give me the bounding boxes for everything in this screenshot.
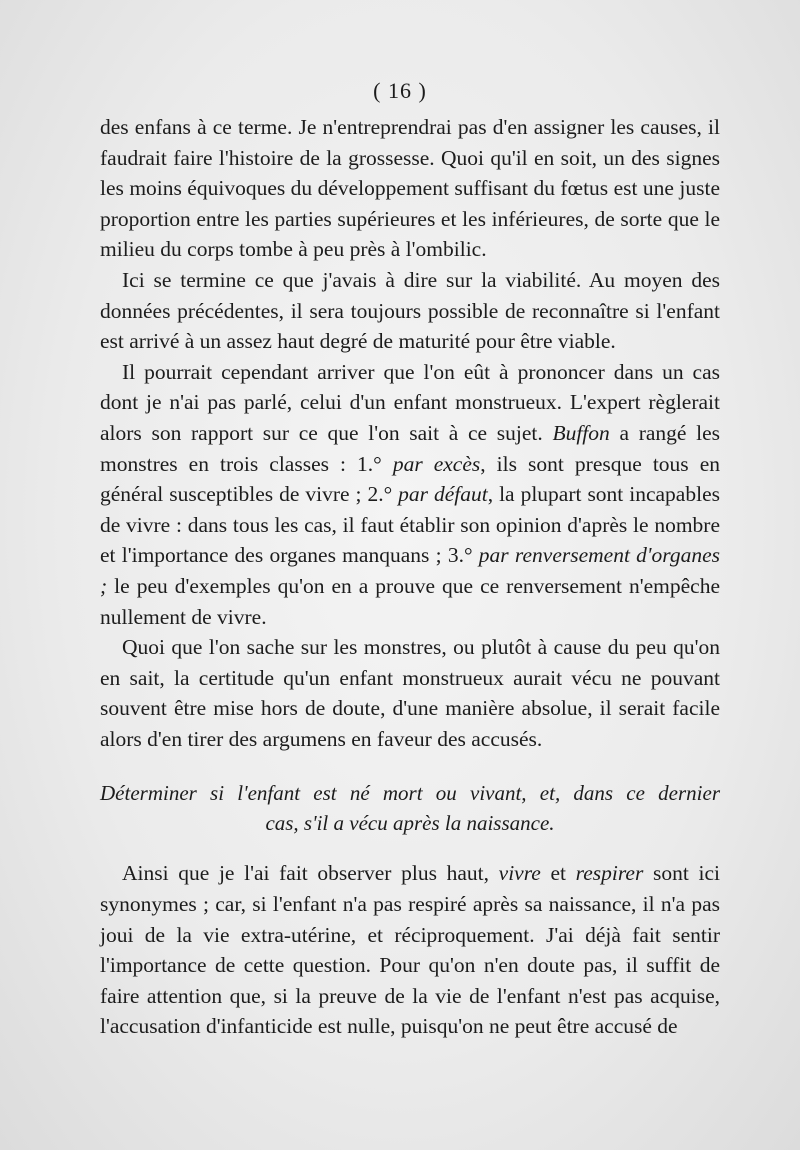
p3-text-e: , ils sont presque tous en général susceptibles de vivre ; 2.° [100,451,720,507]
p3-emphasis-renversement: par renversement d'organes ; [100,543,720,598]
p3-emphasis-exces: par excès [392,451,481,476]
p3-text-i: le peu d'exemples qu'on en a prouve que ce renversement n'empêche nullement de vivre. [100,573,720,629]
p5-text-c: et [540,861,576,886]
section-heading-line-2: cas, s'il a vécu après la naissance. [265,811,555,836]
p3-emphasis-defaut: par défaut [398,482,488,507]
paragraph-1: des enfans à ce terme. Je n'entreprendrai pas d'en assigner les causes, il faudrait faire l'histoire de la grossesse. Quoi qu'il en soit, un des signes les moins équivoques du développement suffisant du fœtus est une juste proportion entre les parties supérieures et les inférieures, de sorte que le milieu du corps tombe à peu près à l'ombilic. [100,115,720,262]
p3-text-c: a rangé les monstres en trois classes : 1.° [100,420,721,476]
p3-text-a: Il pourrait cependant arriver que l'on eût à prononcer dans un cas dont je n'ai pas parlé, celui d'un enfant monstrueux. L'expert règlerait alors son rapport sur ce que l'on sait à ce sujet. [100,359,720,445]
paragraph-3 [100,357,720,632]
p5-text-e: sont ici synonymes ; car, si l'enfant n'a pas respiré après sa naissance, il n'a pas joui de la vie extra-utérine, et réciproquement. J'ai déjà fait sentir l'importance de cette question. Pour qu'on n'en doute pas, il suffit de faire attention que, si la preuve de la vie de l'enfant n'est pas acquise, l'accusation d'infanticide est nulle, puisqu'on ne peut être accusé de [100,861,720,1039]
body-text [100,112,720,1042]
paragraph-2: Ici se termine ce que j'avais à dire sur la viabilité. Au moyen des données précédentes, il sera toujours possible de reconnaître si l'enfant est arrivé à un assez haut degré de maturité pour être viable. [100,267,720,354]
paragraph-5 [100,858,720,1042]
paragraph-4: Quoi que l'on sache sur les monstres, ou plutôt à cause du peu qu'on en sait, la certitude qu'un enfant monstrueux aurait vécu ne pouvant souvent être mise hors de doute, d'une manière absolue, il serait facile alors d'en tirer des argumens en faveur des accusés. [100,635,720,751]
p5-text-a: Ainsi que je l'ai fait observer plus haut, [122,861,499,886]
section-heading [100,778,720,838]
p5-emphasis-vivre: vivre [498,861,541,886]
page-number: ( 16 ) [373,78,427,103]
section-heading-line-1: Déterminer si l'enfant est né mort ou vivant, et, dans ce dernier [100,781,720,806]
p3-text-g: , la plupart sont incapables de vivre : dans tous les cas, il faut établir son opinion d'après le nombre et l'importance des organes manquans ; 3.° [100,482,720,568]
p5-emphasis-respirer: respirer [575,861,644,886]
p3-emphasis-buffon: Buffon [552,420,610,445]
